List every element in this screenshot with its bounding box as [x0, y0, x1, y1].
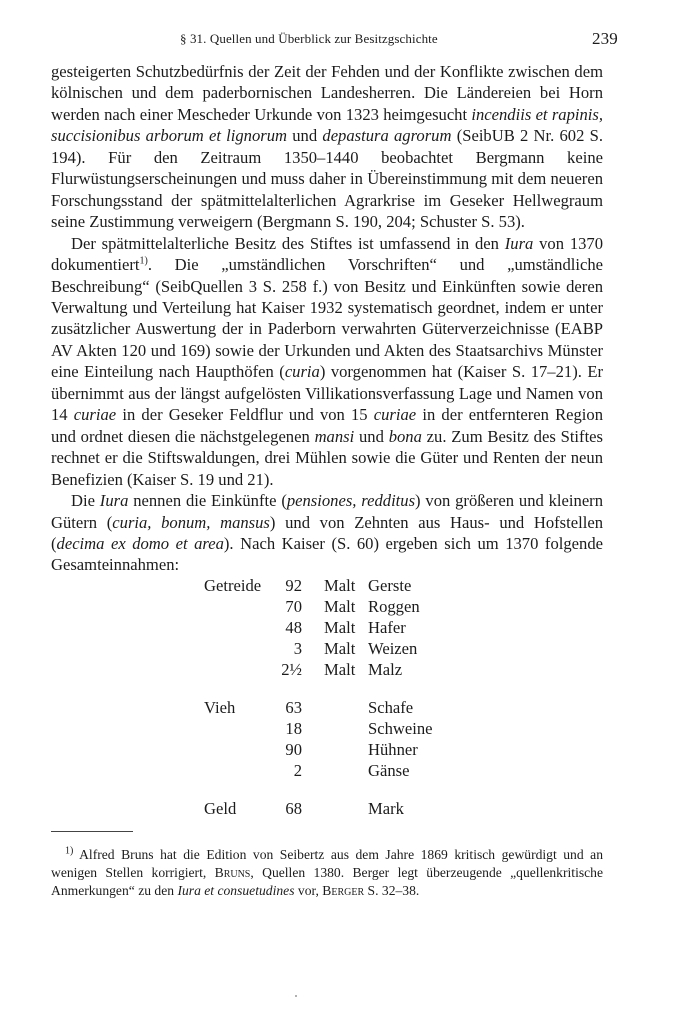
paragraph	[51, 490, 603, 576]
italic-run: Iura	[504, 233, 534, 253]
table-item: Hühner	[368, 740, 418, 759]
table-item: Mark	[368, 799, 404, 818]
text-run: ) und von Zehnten aus Haus- und Hofstellen (	[51, 512, 603, 553]
table-quantity: 48	[285, 618, 302, 637]
italic-run: mansi	[314, 426, 355, 446]
table-quantity: 18	[285, 719, 302, 738]
table-group-label: Geld	[204, 799, 237, 818]
italic-run: pensiones, redditus	[286, 491, 416, 511]
table-item: Malz	[368, 660, 403, 679]
italic-run: bona	[388, 426, 422, 446]
italic-run: Iura	[99, 491, 129, 511]
table-item: Schafe	[368, 698, 414, 717]
table-quantity: 2	[293, 761, 302, 780]
italic-run: curiae	[73, 405, 117, 425]
italic-run: curia	[284, 362, 320, 382]
footnote-marker: 1)	[65, 845, 74, 857]
table-item: Roggen	[368, 597, 420, 616]
text-run: gesteigerten Schutzbedürfnis der Zeit der Fehden und der Konflikte zwischen dem kölnischen und dem paderbornischen Landesherren. Die Ländereien bei Horn werden nach einer Mescheder Urkunde von 1323 heimgesucht	[51, 62, 603, 124]
footnote-rule	[51, 831, 133, 832]
text-run: Die	[71, 491, 100, 511]
table-quantity: 3	[293, 639, 302, 658]
italic-run: curia, bonum, mansus	[112, 512, 270, 532]
table-quantity: 70	[285, 597, 302, 616]
text-run: in der entfernteren Region und ordnet diesen die nächstgelegenen	[51, 405, 603, 446]
author-name: Berger	[322, 883, 365, 899]
table-group-label: Getreide	[204, 576, 262, 595]
paragraph	[51, 233, 603, 490]
text-run: und	[354, 426, 389, 446]
italic-run: decima ex domo et area	[56, 533, 224, 553]
text-run: in der Geseker Feldflur und von 15	[116, 405, 374, 425]
paragraph	[51, 61, 603, 233]
text-run: vor,	[294, 883, 323, 899]
italic-run: incendiis et rapinis, succisionibus arborum et lignorum	[51, 104, 603, 146]
table-quantity: 68	[285, 799, 302, 818]
author-name: Bruns	[214, 865, 251, 881]
italic-run: depastura agrorum	[322, 126, 452, 146]
text-run: (SeibUB 2 Nr. 602 S. 194). Für den Zeitraum 1350–1440 beobachtet Bergmann keine Flurwüstungserscheinungen und muss daher in Übereinstimmung mit dem neueren Forschungsstand der spätmittelalterlichen Agrarkrise im Geseker Hellwegraum seine Zustimmung verweigern (Bergmann S. 190, 204; Schuster S. 53).	[51, 126, 604, 232]
table-unit: Malt	[324, 660, 356, 679]
text-run: und	[287, 126, 323, 146]
text-run: . Die „umständlichen Vorschriften“ und „umständliche Beschreibung“ (SeibQuellen 3 S. 258 f.) von Besitz und Einkünften sowie deren Verwaltung und Verteilung hat Kaiser 1932 systematisch geordnet, indem er unter zusätzlicher Auswertung der in Paderborn verwahrten Güterverzeichnisse (EABP AV Akten 120 und 169) sowie der Urkunden und Akten des Staatsarchivs Münster eine Einteilung nach Haupthöfen (	[51, 255, 603, 382]
text-run: ) von größeren und kleinern Gütern (	[51, 491, 604, 532]
footnote-text	[51, 846, 603, 901]
text-run: nennen die Einkünfte (	[128, 491, 287, 511]
table-item: Gänse	[368, 761, 410, 780]
table-unit: Malt	[324, 639, 356, 658]
text-run: S. 32–38.	[364, 883, 420, 899]
table-quantity: 63	[285, 698, 302, 717]
text-run: , Quellen 1380. Berger legt überzeugende „quellenkritische Anmerkungen“ zu den	[51, 865, 603, 899]
text-run: Alfred Bruns hat die Edition von Seibertz aus dem Jahre 1869 kritisch gewürdigt und an wenigen Stellen korrigiert,	[51, 847, 603, 881]
table-unit: Malt	[324, 597, 356, 616]
text-run: ) vorgenommen hat (Kaiser S. 17–21). Er übernimmt aus der längst aufgelösten Villikationsverfassung Lage und Namen von 14	[51, 362, 603, 425]
text-run: zu. Zum Besitz des Stiftes rechnet er die Stiftswaldungen, drei Mühlen sowie die Güter und Renten der neun Benefizien (Kaiser S. 19 und 21).	[51, 426, 604, 489]
table-item: Gerste	[368, 576, 412, 595]
page-speck	[295, 995, 297, 997]
body-text	[51, 61, 603, 576]
table-quantity: 2½	[281, 660, 302, 679]
text-run: von 1370 dokumentiert	[51, 233, 604, 275]
italic-run: Iura et consuetudines	[177, 883, 295, 899]
footnote-ref[interactable]: 1)	[139, 255, 148, 267]
table-unit: Malt	[324, 576, 356, 595]
page-number: 239	[592, 29, 618, 48]
table-item: Hafer	[368, 618, 406, 637]
table-unit: Malt	[324, 618, 356, 637]
text-run: ). Nach Kaiser (S. 60) ergeben sich um 1370 folgende Gesamteinnahmen:	[51, 533, 603, 575]
table-item: Schweine	[368, 719, 433, 738]
italic-run: curiae	[373, 405, 417, 425]
running-head-title: § 31. Quellen und Überblick zur Besitzgschichte	[180, 31, 438, 46]
text-run: Der spätmittelalterliche Besitz des Stiftes ist umfassend in den	[71, 233, 505, 253]
table-group-label: Vieh	[204, 698, 236, 717]
table-item: Weizen	[368, 639, 418, 658]
table-quantity: 92	[285, 576, 302, 595]
footnote	[51, 846, 603, 901]
table-quantity: 90	[285, 740, 302, 759]
